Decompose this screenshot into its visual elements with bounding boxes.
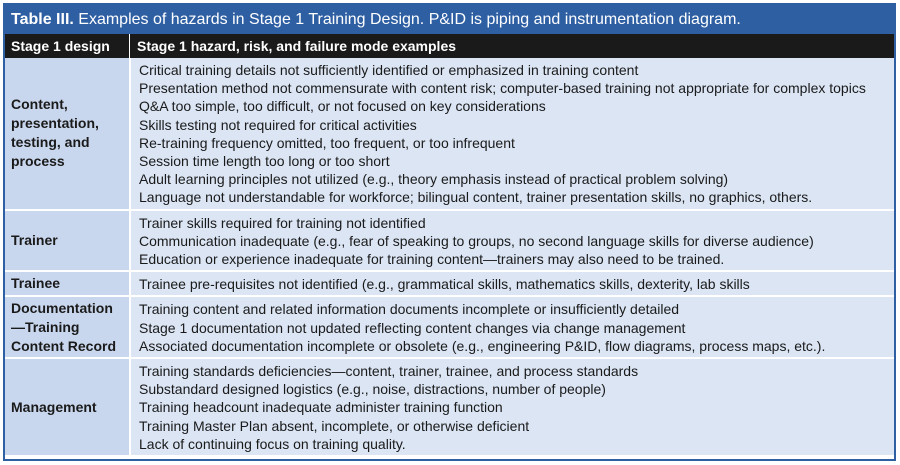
table-number: Table III. <box>11 11 74 28</box>
table-row <box>5 272 894 297</box>
row-category <box>5 297 131 357</box>
hazard-item: Training Master Plan absent, incomplete, or otherwise deficient <box>139 417 530 434</box>
hazard-item: Adult learning principles not utilized (e.g., theory emphasis instead of practical problem solving) <box>139 171 729 188</box>
table-header-row <box>5 34 894 58</box>
header-hazard-examples: Stage 1 hazard, risk, and failure mode examples <box>137 38 457 54</box>
table-row <box>5 211 894 273</box>
row-category-label: Trainee <box>11 275 61 292</box>
hazard-item: Lack of continuing focus on training quality. <box>139 435 406 452</box>
row-items <box>131 297 894 357</box>
hazard-item: Stage 1 documentation not updated reflecting content changes via change management <box>139 319 686 336</box>
hazard-item: Education or experience inadequate for training content—trainers may also need to be trained. <box>139 251 725 268</box>
hazard-item: Q&A too simple, too difficult, or not focused on key considerations <box>139 98 546 115</box>
hazard-item: Training headcount inadequate administer training function <box>139 399 503 416</box>
hazard-item: Training standards deficiencies—content, trainer, trainee, and process standards <box>139 363 639 380</box>
row-category-label: Management <box>11 398 97 415</box>
hazard-item: Associated documentation incomplete or obsolete (e.g., engineering P&ID, flow diagrams, process maps, etc.). <box>139 337 826 354</box>
hazards-table <box>3 3 896 461</box>
row-items <box>131 58 894 209</box>
table-caption <box>5 5 894 34</box>
table-body <box>5 58 894 455</box>
row-category <box>5 272 131 295</box>
hazard-item: Re-training frequency omitted, too frequent, or too infrequent <box>139 134 515 151</box>
row-category-label: Trainer <box>11 231 58 248</box>
row-category <box>5 211 131 271</box>
table-row <box>5 58 894 211</box>
header-stage1-design: Stage 1 design <box>5 34 130 58</box>
row-items <box>131 272 894 295</box>
hazard-item: Substandard designed logistics (e.g., noise, distractions, number of people) <box>139 381 606 398</box>
table-row <box>5 297 894 359</box>
hazard-item: Critical training details not sufficiently identified or emphasized in training content <box>139 62 639 78</box>
hazard-item: Session time length too long or too short <box>139 153 390 170</box>
row-category-label: Documentation—Training Content Record <box>11 299 116 354</box>
hazard-item: Language not understandable for workforce; bilingual content, trainer presentation skills, no graphics, others. <box>139 189 813 206</box>
row-items <box>131 211 894 271</box>
table-row <box>5 359 894 455</box>
hazard-item: Training content and related information documents incomplete or insufficiently detailed <box>139 301 680 318</box>
row-category <box>5 58 131 209</box>
caption-text: Examples of hazards in Stage 1 Training Design. P&ID is piping and instrumentation diagram. <box>73 11 741 28</box>
hazard-item: Skills testing not required for critical activities <box>139 116 417 133</box>
row-category-label: Content, presentation, testing, and process <box>11 96 99 170</box>
hazard-item: Trainer skills required for training not identified <box>139 214 426 231</box>
hazard-item: Communication inadequate (e.g., fear of speaking to groups, no second language skills for diverse audience) <box>139 232 814 249</box>
hazard-item: Presentation method not commensurate with content risk; computer-based training not appropriate for complex topics <box>139 80 866 97</box>
hazard-item: Trainee pre-requisites not identified (e.g., grammatical skills, mathematics skills, dexterity, lab skills <box>139 276 750 293</box>
row-items <box>131 359 894 455</box>
row-category <box>5 359 131 455</box>
